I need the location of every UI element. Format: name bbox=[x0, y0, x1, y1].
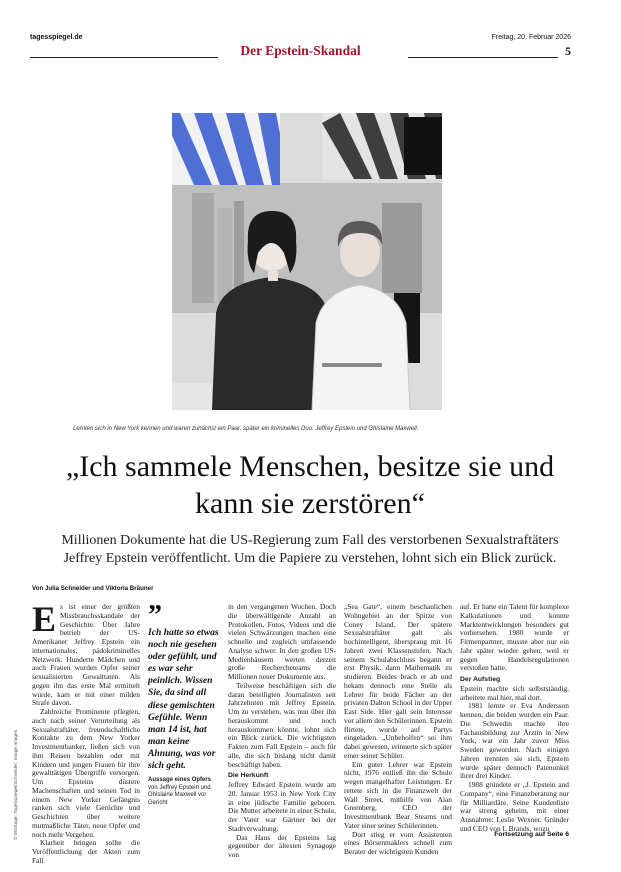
article-column-4 bbox=[344, 602, 452, 856]
section-heading: Der Aufstieg bbox=[460, 676, 501, 683]
paragraph: 1981 lernte er Eva Andersson kennen, die beiden wurden ein Paar. Die Schwedin machte ihre Fachausbildung zur Ärztin in New York, war ein Jahr zuvor Miss Sweden geworden. Nach einigen Jahren trennten sie sich, Epstein wurde später dennoch Patenonkel ihrer drei Kinder. bbox=[460, 701, 569, 781]
page-header bbox=[30, 34, 571, 58]
continued-link[interactable]: Fortsetzung auf Seite 6 bbox=[494, 831, 569, 838]
paragraph: Epstein machte sich selbstständig, arbeitete mal hier, mal dort. bbox=[460, 683, 569, 702]
site-name[interactable]: tagesspiegel.de bbox=[30, 34, 83, 41]
paragraph: Das Haus der Epsteins lag gegenüber der ältesten Synagoge von bbox=[228, 832, 336, 859]
article-photo bbox=[172, 113, 442, 410]
paragraph: Dort stieg er vom Assistenten eines Börsenmaklers schnell zum Berater der wichtigsten Kunden bbox=[344, 829, 452, 856]
section-heading: Die Herkunft bbox=[228, 772, 269, 780]
page-number: 5 bbox=[565, 44, 571, 58]
photo-couple-illustration bbox=[172, 113, 442, 410]
quote-mark-icon: ” bbox=[148, 600, 162, 631]
photo-credit-text: © Montage: Tagesspiegel/Schneider; Image Images bbox=[14, 729, 19, 840]
article-column-5 bbox=[460, 603, 569, 848]
paragraph: Teilweise beschäftigen sich die daran beteiligten Journalisten seit Jahrzehnten mit Jeffrey Epstein. Um zu verstehen, was nun über ihn herauskommt und noch herauskommen könnte, lohnt sich ein Blick zurück. Die wichtigsten Fakten zum Fall Epstein – auch für alle, die sich bislang nicht damit beschäftigt haben. bbox=[228, 680, 336, 769]
paragraph: Zahlreiche Prominente pflegten, auch nach seiner Verurteilung als Sexualstraftäter, freundschaftliche Kontakte zu dem New Yorker Investmentbanker, ließen sich von ihm Reisen bezahlen oder mit Kindern und jungen Frauen für ihre gewalttätigen Übergriffe versorgen. Um Epsteins düstere Machenschaften und seinen Tod in einem New Yorker Gefängnis ranken sich viele Gerüchte und Geschichten über weitere mutmaßliche Täter, neue Opfer und noch mehr Vergehen. bbox=[32, 707, 140, 839]
photo-caption: Lernten sich in New York kennen und waren zunächst ein Paar, später ein kriminelles Duo: Jeffrey Epstein und Ghislaine Maxwell. bbox=[73, 426, 419, 432]
header-rule-right bbox=[408, 57, 558, 58]
paragraph: Klarheit bringen sollte die Veröffentlichung der Akten zum Fall bbox=[32, 838, 140, 865]
article-column-1 bbox=[32, 599, 140, 865]
drop-cap: E bbox=[32, 599, 57, 639]
quote-text: Ich hatte so etwas noch nie gesehen oder gefühlt, und es war sehr peinlich. Wissen Sie, da sind all diese gemischten Gefühle. Wenn man 14 ist, hat man keine Ahnung, was vor sich geht. bbox=[148, 627, 219, 772]
paragraph: in den vergangenen Wochen. Doch die überwältigende Anzahl an Protokollen, Fotos, Videos und die vielen Schwärzungen machen eine schnelle und zugleich umfassende Analyse schwer. In den großen US-Medienhäusern werten derzeit große Rechercheteams die Millionen neuer Dokumente aus. bbox=[228, 602, 336, 681]
issue-date: Freitag, 20. Februar 2026 bbox=[491, 34, 571, 41]
headline: „Ich sammele Menschen, besitze sie und kann sie zerstören“ bbox=[65, 450, 555, 520]
paragraph: Jeffrey Edward Epstein wurde am 20. Januar 1953 in New York City in eine jüdische Familie geboren. Die Mutter arbeitete in einer Schule, der Vater war Gärtner bei der Stadtverwaltung. bbox=[228, 780, 336, 833]
byline: Von Julia Schneider und Viktoria Bräuner bbox=[32, 585, 154, 592]
quote-source-title: Aussage eines Opfers bbox=[148, 777, 212, 784]
paragraph: s ist einer der größten Missbrauchsskandale der Geschichte: Über Jahre betrieb der US-Amerikaner Jeffrey Epstein ein internationales, pädokriminelles Netzwerk. Hunderte Mädchen und auch Frauen wurden Opfer seiner sexualisierten Gewalttaten. Als gegen ihn das erste Mal ermittelt wurde, kam er mit einer milden Strafe davon. bbox=[32, 602, 140, 708]
header-rule-left bbox=[30, 57, 218, 58]
section-rubric: Der Epstein-Skandal bbox=[240, 43, 361, 58]
quote-source-text: von Jeffrey Epstein und Ghislaine Maxwell vor Gericht bbox=[148, 784, 211, 806]
photo-credit bbox=[14, 650, 26, 840]
paragraph: „Sea Gate“, einem beschaulichen Wohngebiet an der Spitze von Coney Island. Der spätere Sexualstraftäter galt als hochintelligent, übersprang mit 16 Jahren zwei Klassenstufen. Nach seinem Schulabschluss begann er erst Physik, dann Mathematik zu studieren. Beides brach er ab und bekam dennoch eine Stelle als Lehrer für beide Fächer an der privaten Dalton School in der Upper East Side. Hier galt sein Interesse vor allem den Schülerinnen. Epstein flirtete, wurde auf Partys eingeladen. „Unbeholfen“ sei ihm dabei gewesen, erinnerte sich später einer seiner Schüler. bbox=[344, 602, 452, 760]
pull-quote bbox=[148, 600, 223, 807]
quote-source bbox=[148, 777, 223, 807]
subheadline: Millionen Dokumente hat die US-Regierung zum Fall des verstorbenen Sexualstraftäters Jeffrey Epstein veröffentlicht. Um die Papiere zu verstehen, lohnt sich ein Blick zurück. bbox=[61, 533, 559, 566]
paragraph: Ein guter Lehrer war Epstein nicht, 1976 entließ ihn die Schule wegen mangelhafter Leistungen. Er rettete sich in die Finanzwelt der Wall Street, mithilfe von Alan Greenberg, CEO der Investmentbank Bear Stearns und Vater einer seiner Schülerinnen. bbox=[344, 759, 452, 830]
article-column-3 bbox=[228, 602, 336, 859]
paragraph: 1988 gründete er „J. Epstein and Company“, eine Finanzberatung nur für Milliardäre. Seine Kundenliste war streng geheim, mit einer Ausnahme: Leslie Wexner. Gründer und CEO von L Brands, wozu bbox=[460, 780, 569, 833]
paragraph: auf. Er hatte ein Talent für komplexe Kalkulationen und konnte Marktentwicklungen besonders gut vorhersehen. 1980 wurde er Firmenpartner, musste aber nur ein Jahr später wieder gehen, weil er gegen Handelsregulationen verstoßen hatte. bbox=[460, 602, 569, 673]
